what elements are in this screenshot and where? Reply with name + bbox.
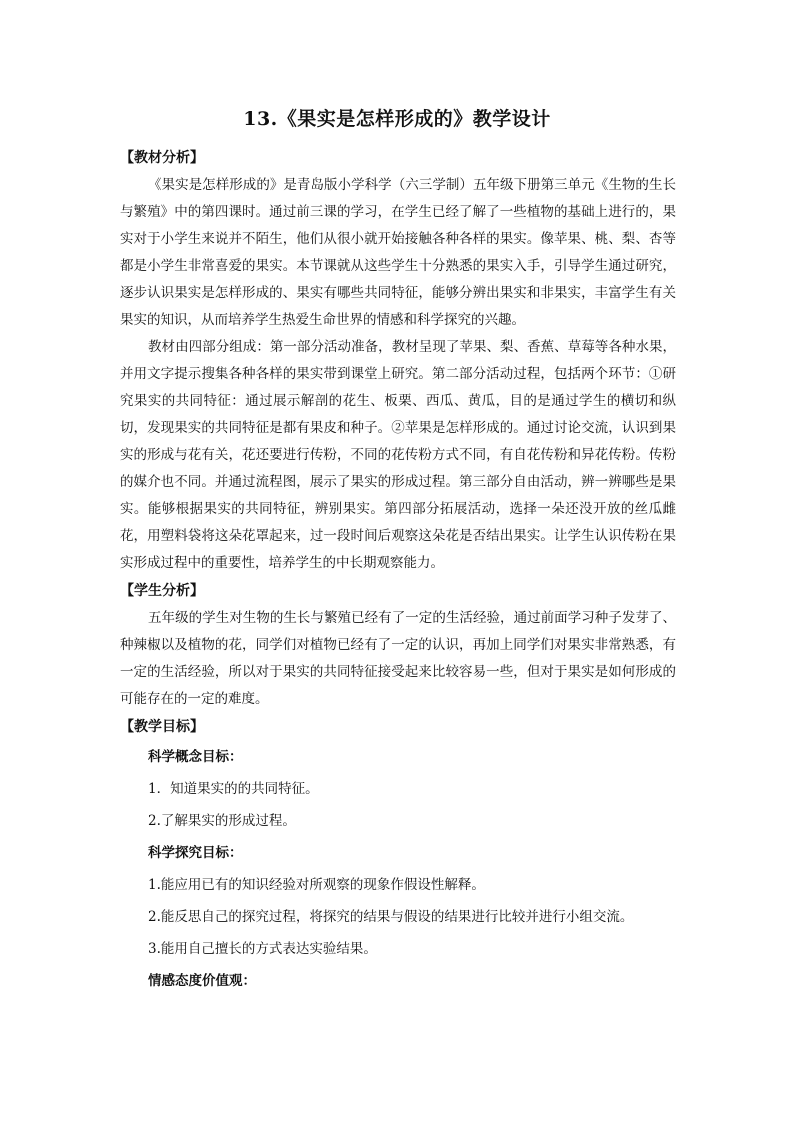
- section-heading-students: 【学生分析】: [120, 583, 204, 599]
- concept-goal-item: 1．知道果实的的共同特征。: [148, 781, 319, 797]
- material-paragraph-1: 《果实是怎样形成的》是青岛版小学科学（六三学制）五年级下册第三单元《生物的生长与繁殖》中的第四课时。通过前三课的学习，在学生已经了解了一些植物的基础上进行的，果实对于小学生来说并不陌生，他们从很小就开始接触各种各样的果实。像苹果、桃、梨、杏等都是小学生非常喜爱的果实。本节课就从这些学生十分熟悉的果实入手，引导学生通过研究，逐步认识果实是怎样形成的、果实有哪些共同特征，能够分辨出果实和非果实，丰富学生有关果实的知识，从而培养学生热爱生命世界的情感和科学探究的兴趣。: [120, 177, 676, 328]
- inquiry-goals-heading: 科学探究目标：: [148, 845, 243, 861]
- material-paragraph-2: 教材由四部分组成：第一部分活动准备，教材呈现了苹果、梨、香蕉、草莓等各种水果，并用文字提示搜集各种各样的果实带到课堂上研究。第二部分活动过程，包括两个环节：①研究果实的共同特征：通过展示解剖的花生、板栗、西瓜、黄瓜，目的是通过学生的横切和纵切，发现果实的共同特征是都有果皮和种子。②苹果是怎样形成的。通过讨论交流，认识到果实的形成与花有关，花还要进行传粉，不同的花传粉方式不同，有自花传粉和异花传粉。传粉的媒介也不同。并通过流程图，展示了果实的形成过程。第三部分自由活动，辨一辨哪些是果实。能够根据果实的共同特征，辨别果实。第四部分拓展活动，选择一朵还没开放的丝瓜雌花，用塑料袋将这朵花罩起来，过一段时间后观察这朵花是否结出果实。让学生认识传粉在果实形成过程中的重要性，培养学生的中长期观察能力。: [120, 339, 676, 571]
- section-heading-goals: 【教学目标】: [120, 719, 204, 735]
- inquiry-goal-item: 2.能反思自己的探究过程，将探究的结果与假设的结果进行比较并进行小组交流。: [148, 909, 634, 925]
- section-heading-material: 【教材分析】: [120, 150, 204, 166]
- attitude-goals-heading: 情感态度价值观：: [148, 973, 256, 989]
- concept-goals-heading: 科学概念目标：: [148, 749, 243, 765]
- students-paragraph-1: 五年级的学生对生物的生长与繁殖已经有了一定的生活经验，通过前面学习种子发芽了、种辣椒以及植物的花，同学们对植物已经有了一定的认识，再加上同学们对果实非常熟悉，有一定的生活经验，所以对于果实的共同特征接受起来比较容易一些，但对于果实是如何形成的可能存在的一定的难度。: [120, 610, 676, 707]
- document-body: [120, 144, 676, 997]
- concept-goal-item: 2.了解果实的形成过程。: [148, 813, 296, 829]
- inquiry-goal-item: 3.能用自己擅长的方式表达实验结果。: [148, 941, 377, 957]
- document-title: 13.《果实是怎样形成的》教学设计: [243, 108, 551, 130]
- inquiry-goal-item: 1.能应用已有的知识经验对所观察的现象作假设性解释。: [148, 877, 485, 893]
